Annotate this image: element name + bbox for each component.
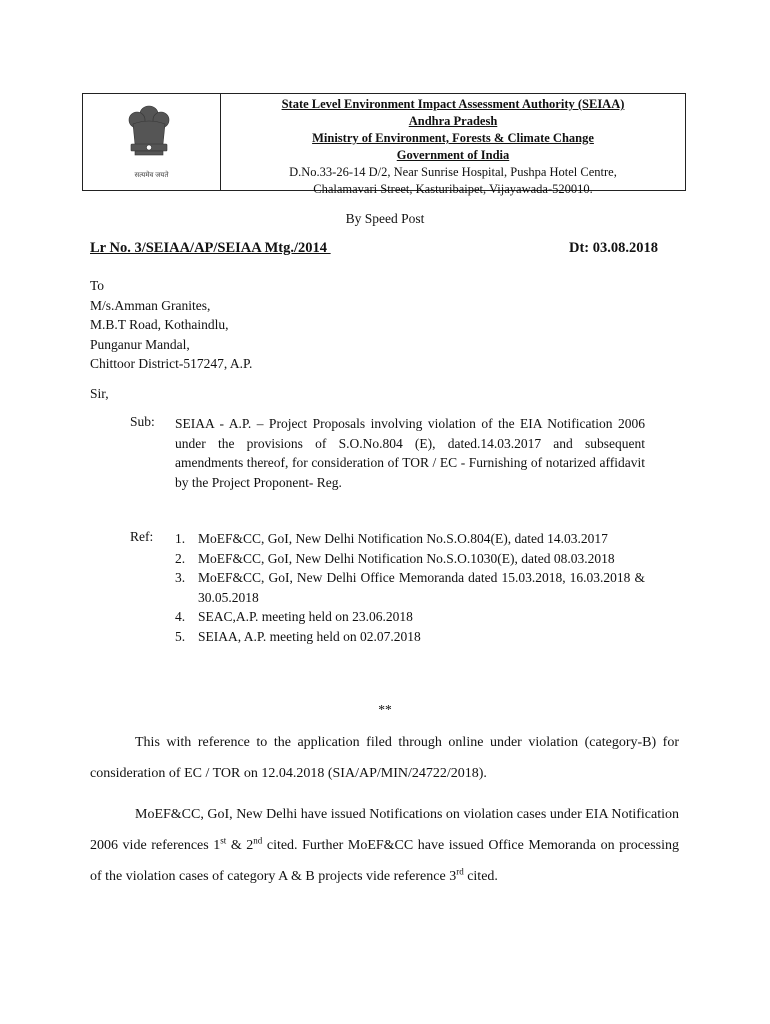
national-emblem-icon: [113, 100, 185, 172]
paragraph-text: cited. Further MoEF&CC have issued Office Memoranda on processing of the violation cases of category A & B projects vide reference 3: [90, 838, 680, 884]
ministry-name: Ministry of Environment, Forests & Climate Change: [312, 131, 594, 145]
superscript: nd: [253, 835, 263, 846]
emblem-caption: सत्यमेव जयते: [134, 171, 169, 179]
subject-text: SEIAA - A.P. – Project Proposals involving violation of the EIA Notification 2006 under the provisions of S.O.No.804 (E), dated.14.03.2017 and subsequent amendments thereof, for consideration of TOR / EC - Furnishing of notarized affidavit by the Project Proponent- Reg.: [175, 416, 645, 490]
letterhead: [82, 93, 686, 196]
list-item-text: MoEF&CC, GoI, New Delhi Notification No.S.O.804(E), dated 14.03.2017: [198, 531, 608, 546]
list-item-number: 1.: [175, 531, 186, 546]
recipient-road: M.B.T Road, Kothaindlu,: [90, 317, 229, 332]
address-to: To: [90, 278, 105, 293]
government-name: Government of India: [396, 148, 510, 162]
list-item-number: 2.: [175, 550, 186, 566]
recipient-district: Chittoor District-517247, A.P.: [90, 356, 253, 371]
superscript: rd: [456, 866, 464, 877]
list-item-text: MoEF&CC, GoI, New Delhi Office Memoranda dated 15.03.2018, 16.03.2018 & 30.05.2018: [198, 570, 645, 605]
list-item: [175, 627, 645, 647]
recipient-address: [90, 276, 252, 374]
list-item: [175, 529, 645, 549]
section-separator: **: [378, 702, 392, 717]
emblem-cell: [83, 94, 221, 190]
list-item-text: SEAC,A.P. meeting held on 23.06.2018: [198, 609, 413, 624]
paragraph-text: MoEF&CC, GoI, New Delhi have issued Notifications on violation cases under EIA Notification 2006 vide references 1: [90, 807, 679, 853]
list-item-number: 4.: [175, 609, 186, 624]
reference-list: [175, 529, 645, 646]
list-item-text: MoEF&CC, GoI, New Delhi Notification No.S.O.1030(E), dated 08.03.2018: [198, 550, 615, 566]
list-item-number: 3.: [175, 570, 186, 585]
list-item: [175, 549, 645, 569]
body-paragraph-2: [90, 799, 679, 892]
paragraph-text: & 2: [226, 838, 254, 853]
recipient-mandal: Punganur Mandal,: [90, 336, 190, 352]
list-item-text: SEIAA, A.P. meeting held on 02.07.2018: [198, 628, 421, 644]
superscript: st: [220, 835, 227, 846]
list-item: [175, 607, 645, 627]
list-item-number: 5.: [175, 628, 186, 644]
authority-details: [221, 96, 685, 198]
state-name: Andhra Pradesh: [408, 114, 498, 128]
letter-date: Dt: 03.08.2018: [568, 240, 658, 256]
delivery-mode: By Speed Post: [345, 211, 425, 226]
paragraph-text: cited.: [463, 869, 498, 884]
subject-label: Sub:: [130, 414, 155, 429]
address-line-2: Chalamavari Street, Kasturibaipet, Vijayawada-520010.: [313, 182, 593, 196]
authority-name: State Level Environment Impact Assessment Authority (SEIAA): [281, 97, 625, 111]
body-paragraph-1: This with reference to the application filed through online under violation (category-B) for consideration of EC / TOR on 12.04.2018 (SIA/AP/MIN/24722/2018).: [90, 735, 679, 781]
reference-label: Ref:: [130, 529, 154, 544]
address-line-1: D.No.33-26-14 D/2, Near Sunrise Hospital, Pushpa Hotel Centre,: [289, 165, 617, 179]
recipient-name: M/s.Amman Granites,: [90, 297, 211, 313]
list-item: [175, 568, 645, 607]
letter-number: Lr No. 3/SEIAA/AP/SEIAA Mtg./2014: [90, 240, 331, 256]
salutation: Sir,: [90, 386, 109, 401]
